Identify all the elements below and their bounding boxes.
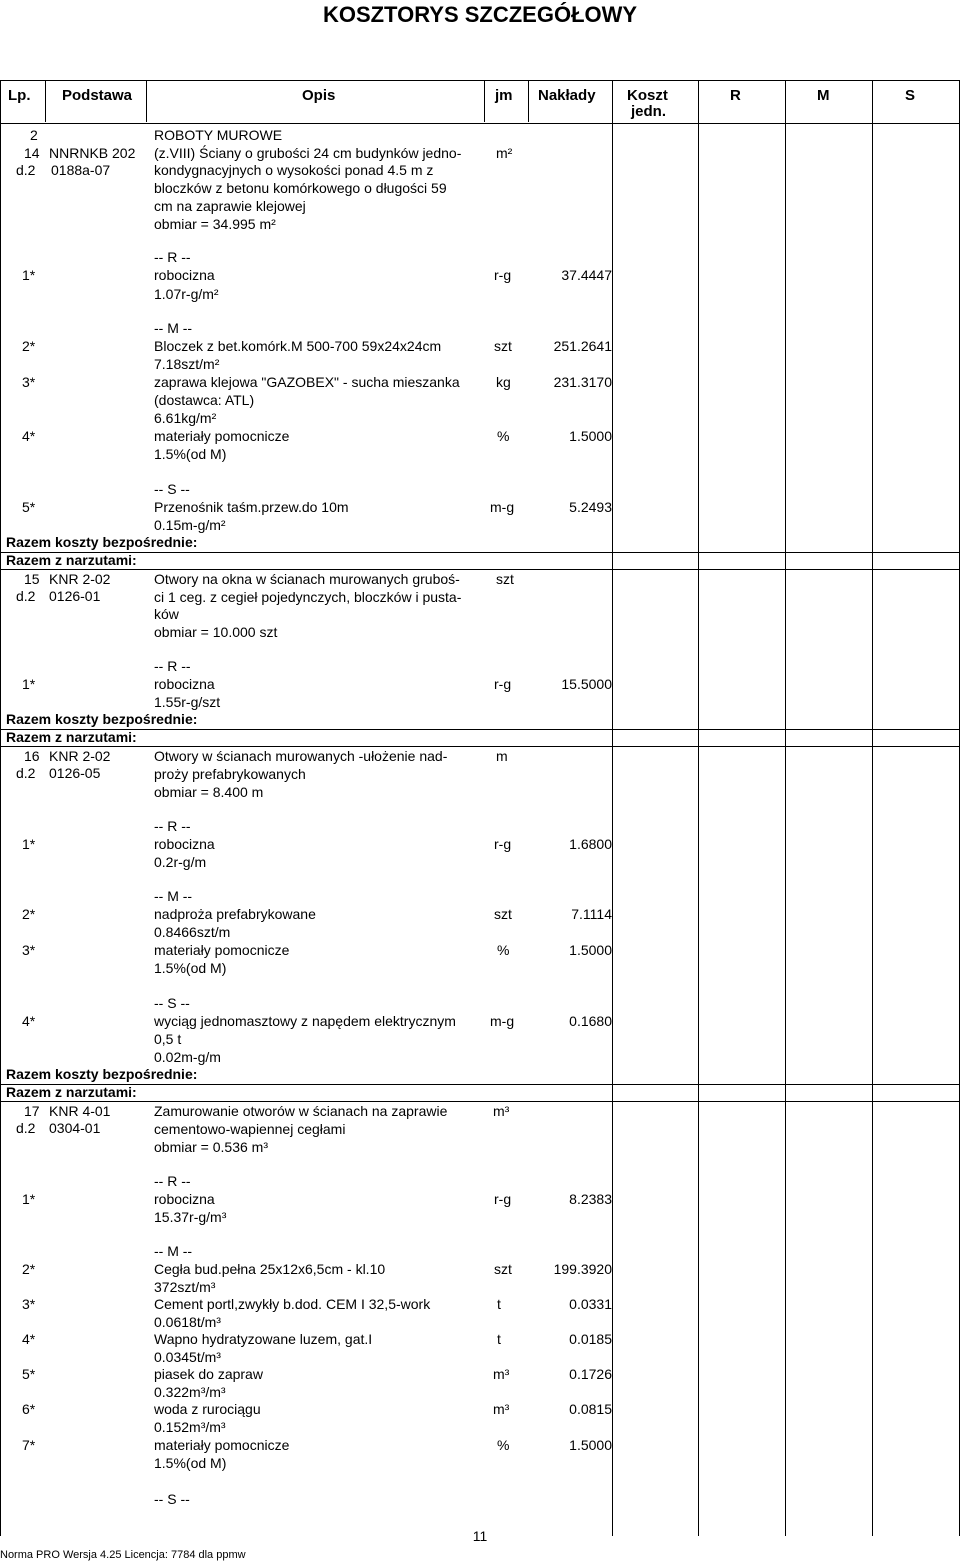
- razem-bezposrednie: Razem koszty bezpośrednie:: [6, 1066, 198, 1082]
- group-m: -- M --: [154, 1243, 193, 1259]
- pos-jm: m: [496, 748, 508, 764]
- pos-opis: cementowo-wapiennej cegłami: [154, 1121, 346, 1137]
- col-line: [785, 80, 786, 1536]
- razem-narzuty: Razem z narzutami:: [6, 729, 137, 745]
- item-name: materiały pomocnicze: [154, 428, 290, 444]
- item-value: 5.2493: [569, 499, 612, 515]
- item-value: 0.0331: [569, 1296, 612, 1312]
- item-lp: 4*: [22, 428, 36, 444]
- item-value: 8.2383: [569, 1191, 612, 1207]
- pos-podstawa: NNRNKB 202: [49, 145, 136, 161]
- item-lp: 1*: [22, 676, 36, 692]
- pos-opis: (z.VIII) Ściany o grubości 24 cm budynków jedno-: [154, 145, 462, 161]
- row-line: [0, 746, 960, 747]
- group-r: -- R --: [154, 658, 191, 674]
- item-norm: 0.15m-g/m²: [154, 517, 226, 533]
- row-line: [0, 1084, 960, 1085]
- pos-number: 17: [24, 1103, 40, 1119]
- col-r: R: [730, 87, 741, 104]
- item-jm: %: [497, 1437, 510, 1453]
- item-jm: %: [497, 428, 510, 444]
- item-norm: 0.0618t/m³: [154, 1314, 221, 1330]
- item-name: 0,5 t: [154, 1031, 182, 1047]
- col-line: [528, 80, 529, 122]
- item-norm: 7.18szt/m²: [154, 356, 220, 372]
- col-s: S: [905, 87, 916, 104]
- group-s: -- S --: [154, 995, 190, 1011]
- row-line: [0, 729, 960, 730]
- item-lp: 1*: [22, 836, 36, 852]
- item-norm: 1.5%(od M): [154, 960, 227, 976]
- pos-number: 14: [24, 145, 40, 161]
- software-footer: Norma PRO Wersja 4.25 Licencja: 7784 dla ppmw: [0, 1549, 246, 1561]
- item-lp: 2*: [22, 1261, 36, 1277]
- pos-opis: bloczków z betonu komórkowego o długości 59: [154, 180, 447, 196]
- group-s: -- S --: [154, 1491, 190, 1507]
- pos-dzial: d.2: [16, 162, 36, 178]
- col-koszt-2: jedn.: [631, 103, 667, 120]
- item-value: 1.5000: [569, 942, 612, 958]
- item-value: 231.3170: [553, 374, 612, 390]
- pos-obmiar: obmiar = 34.995 m²: [154, 216, 276, 232]
- item-name: piasek do zapraw: [154, 1366, 263, 1382]
- col-line: [698, 80, 699, 1536]
- item-name: wyciąg jednomasztowy z napędem elektrycznym: [154, 1013, 456, 1029]
- item-lp: 3*: [22, 1296, 36, 1312]
- pos-podstawa: 0126-05: [49, 765, 101, 781]
- item-jm: szt: [494, 1261, 512, 1277]
- pos-obmiar: obmiar = 8.400 m: [154, 784, 264, 800]
- item-value: 251.2641: [553, 338, 612, 354]
- pos-opis: Otwory w ścianach murowanych -ułożenie nad-: [154, 748, 448, 764]
- col-naklady: Nakłady: [538, 87, 596, 104]
- pos-number: 15: [24, 571, 40, 587]
- item-value: 1.6800: [569, 836, 612, 852]
- razem-bezposrednie: Razem koszty bezpośrednie:: [6, 534, 198, 550]
- pos-opis: Otwory na okna w ścianach murowanych gruboś-: [154, 571, 460, 587]
- item-lp: 3*: [22, 374, 36, 390]
- item-jm: m-g: [490, 1013, 515, 1029]
- item-name: Wapno hydratyzowane luzem, gat.I: [154, 1331, 373, 1347]
- pos-dzial: d.2: [16, 765, 36, 781]
- col-podstawa: Podstawa: [62, 87, 133, 104]
- pos-jm: m³: [493, 1103, 510, 1119]
- item-name: robocizna: [154, 836, 215, 852]
- item-jm: r-g: [494, 267, 512, 283]
- item-name: (dostawca: ATL): [154, 392, 255, 408]
- pos-podstawa: KNR 2-02: [49, 748, 111, 764]
- group-m: -- M --: [154, 888, 193, 904]
- group-m: -- M --: [154, 320, 193, 336]
- pos-podstawa: 0126-01: [49, 588, 101, 604]
- pos-dzial: d.2: [16, 588, 36, 604]
- razem-bezposrednie: Razem koszty bezpośrednie:: [6, 711, 198, 727]
- item-norm: 0.8466szt/m: [154, 924, 231, 940]
- item-jm: m³: [493, 1366, 510, 1382]
- item-norm: 0.2r-g/m: [154, 854, 207, 870]
- item-name: woda z rurociągu: [154, 1401, 261, 1417]
- item-value: 7.1114: [571, 906, 612, 922]
- pos-obmiar: obmiar = 0.536 m³: [154, 1139, 268, 1155]
- col-line: [146, 80, 147, 122]
- col-line: [872, 80, 873, 1536]
- item-lp: 6*: [22, 1401, 36, 1417]
- item-lp: 2*: [22, 338, 36, 354]
- item-norm: 15.37r-g/m³: [154, 1209, 227, 1225]
- col-line: [0, 80, 1, 1536]
- item-jm: t: [497, 1331, 501, 1347]
- pos-podstawa: 0188a-07: [51, 162, 111, 178]
- item-name: robocizna: [154, 676, 215, 692]
- pos-opis: kondygnacyjnych o wysokości ponad 4.5 m z: [154, 162, 434, 178]
- item-norm: 1.5%(od M): [154, 1455, 227, 1471]
- col-m: M: [817, 87, 830, 104]
- row-line: [0, 569, 960, 570]
- item-lp: 1*: [22, 1191, 36, 1207]
- item-value: 1.5000: [569, 1437, 612, 1453]
- pos-number: 16: [24, 748, 40, 764]
- item-name: Bloczek z bet.komórk.M 500-700 59x24x24cm: [154, 338, 442, 354]
- item-jm: m-g: [490, 499, 515, 515]
- item-value: 15.5000: [561, 676, 612, 692]
- col-koszt: Koszt: [627, 87, 668, 104]
- item-norm: 372szt/m³: [154, 1279, 216, 1295]
- col-opis: Opis: [302, 87, 336, 104]
- item-name: Cegła bud.pełna 25x12x6,5cm - kl.10: [154, 1261, 386, 1277]
- group-r: -- R --: [154, 818, 191, 834]
- item-name: materiały pomocnicze: [154, 942, 290, 958]
- item-value: 1.5000: [569, 428, 612, 444]
- pos-podstawa: KNR 4-01: [49, 1103, 111, 1119]
- pos-opis: ci 1 ceg. z cegieł pojedynczych, bloczków i pusta-: [154, 589, 462, 605]
- item-norm: 1.07r-g/m²: [154, 286, 219, 302]
- item-norm: 0.152m³/m³: [154, 1419, 226, 1435]
- table-header: [0, 80, 960, 124]
- section-no: 2: [30, 127, 38, 143]
- item-norm: 0.322m³/m³: [154, 1384, 226, 1400]
- item-jm: szt: [494, 906, 512, 922]
- section-name: ROBOTY MUROWE: [154, 127, 283, 143]
- item-name: nadproża prefabrykowane: [154, 906, 316, 922]
- item-value: 37.4447: [561, 267, 612, 283]
- col-line: [612, 80, 613, 1536]
- group-s: -- S --: [154, 481, 190, 497]
- page-title: KOSZTORYS SZCZEGÓŁOWY: [322, 2, 638, 27]
- pos-podstawa: KNR 2-02: [49, 571, 111, 587]
- pos-jm: szt: [496, 571, 514, 587]
- col-line: [484, 80, 485, 122]
- item-jm: kg: [496, 374, 511, 390]
- col-line: [45, 80, 46, 122]
- pos-obmiar: obmiar = 10.000 szt: [154, 624, 278, 640]
- pos-podstawa: 0304-01: [49, 1120, 101, 1136]
- item-norm: 0.0345t/m³: [154, 1349, 221, 1365]
- item-value: 0.0815: [569, 1401, 612, 1417]
- item-norm: 6.61kg/m²: [154, 410, 217, 426]
- item-norm: 0.02m-g/m: [154, 1049, 221, 1065]
- page-number: 11: [472, 1528, 488, 1544]
- item-name: zaprawa klejowa "GAZOBEX" - sucha mieszanka: [154, 374, 460, 390]
- item-lp: 3*: [22, 942, 36, 958]
- pos-opis: ków: [154, 606, 179, 622]
- item-name: Cement portl,zwykły b.dod. CEM I 32,5-work: [154, 1296, 431, 1312]
- item-norm: 1.55r-g/szt: [154, 694, 221, 710]
- item-jm: r-g: [494, 836, 512, 852]
- item-name: robocizna: [154, 1191, 215, 1207]
- item-jm: r-g: [494, 676, 512, 692]
- item-name: robocizna: [154, 267, 215, 283]
- item-value: 0.1726: [569, 1366, 612, 1382]
- item-value: 0.1680: [569, 1013, 612, 1029]
- col-jm: jm: [495, 87, 513, 104]
- razem-narzuty: Razem z narzutami:: [6, 552, 137, 568]
- item-jm: r-g: [494, 1191, 512, 1207]
- item-jm: %: [497, 942, 510, 958]
- row-line: [0, 1101, 960, 1102]
- item-lp: 2*: [22, 906, 36, 922]
- item-name: Przenośnik taśm.przew.do 10m: [154, 499, 349, 515]
- col-lp: Lp.: [8, 87, 31, 104]
- row-line: [0, 552, 960, 553]
- item-norm: 1.5%(od M): [154, 446, 227, 462]
- item-value: 199.3920: [553, 1261, 612, 1277]
- item-lp: 7*: [22, 1437, 36, 1453]
- item-name: materiały pomocnicze: [154, 1437, 290, 1453]
- razem-narzuty: Razem z narzutami:: [6, 1084, 137, 1100]
- pos-opis: Zamurowanie otworów w ścianach na zaprawie: [154, 1103, 448, 1119]
- item-lp: 5*: [22, 499, 36, 515]
- pos-dzial: d.2: [16, 1120, 36, 1136]
- group-r: -- R --: [154, 1173, 191, 1189]
- pos-opis: proży prefabrykowanych: [154, 766, 306, 782]
- item-jm: m³: [493, 1401, 510, 1417]
- item-lp: 4*: [22, 1331, 36, 1347]
- item-value: 0.0185: [569, 1331, 612, 1347]
- pos-opis: cm na zaprawie klejowej: [154, 198, 306, 214]
- item-lp: 5*: [22, 1366, 36, 1382]
- item-jm: t: [497, 1296, 501, 1312]
- item-lp: 1*: [22, 267, 36, 283]
- item-lp: 4*: [22, 1013, 36, 1029]
- item-jm: szt: [494, 338, 512, 354]
- group-r: -- R --: [154, 249, 191, 265]
- pos-jm: m²: [496, 145, 513, 161]
